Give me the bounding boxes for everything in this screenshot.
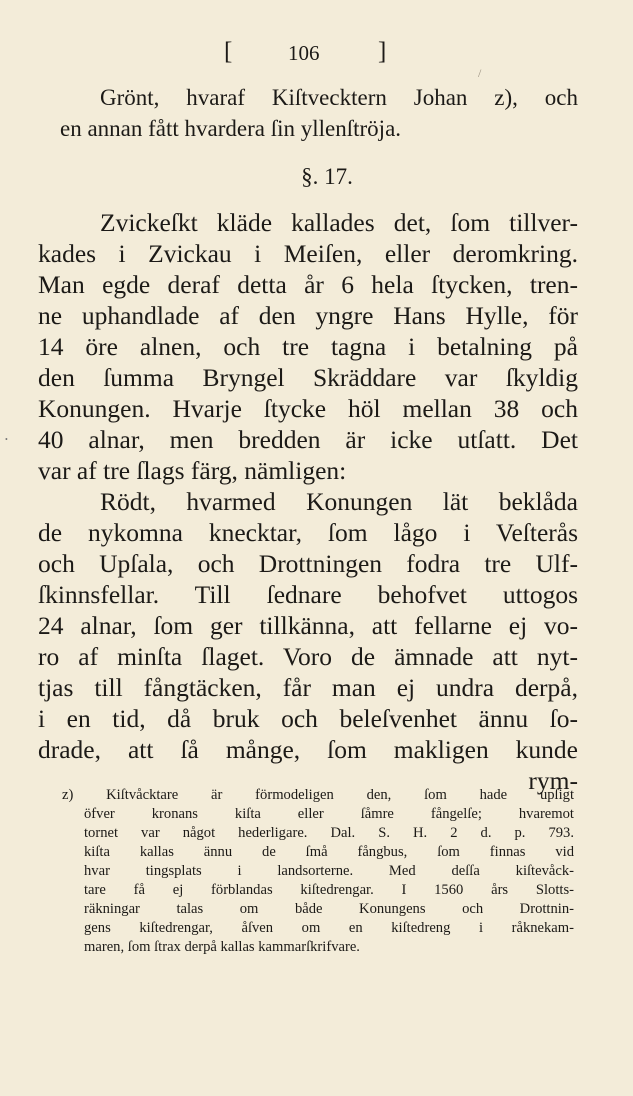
footnote-line: räkningar talas om både Konungens och Drottnin- bbox=[84, 901, 574, 917]
text-line: 14 öre alnen, och tre tagna i betalning på bbox=[38, 332, 578, 361]
page-header bbox=[0, 38, 633, 68]
text-line: kades i Zvickau i Meiſen, eller deromkring. bbox=[38, 239, 578, 268]
footnote-line: kiſta kallas ännu de ſmå fångbus, ſom finnas vid bbox=[84, 844, 574, 860]
intro-paragraph bbox=[38, 82, 578, 144]
footnote-line: tare få ej förblandas kiſtedrengar. I 1560 års Slotts- bbox=[84, 882, 574, 898]
text-line: och Upſala, och Drottningen fodra tre Ulf- bbox=[38, 549, 578, 578]
footnote bbox=[62, 786, 574, 957]
footnote-line: tornet var något hederligare. Dal. S. H. 2 d. p. 793. bbox=[84, 825, 574, 841]
bracket-right: ] bbox=[378, 38, 387, 65]
margin-dot: • bbox=[5, 435, 8, 444]
text-line: tjas till fångtäcken, får man ej undra derpå, bbox=[38, 673, 578, 702]
footnote-line: z) Kiſtvåcktare är förmodeligen den, ſom hade upſigt bbox=[62, 787, 574, 803]
text-line: en annan fått hvardera ſin yllenſtröja. bbox=[60, 116, 402, 141]
footnote-line: gens kiſtedrengar, åſven om en kiſtedreng i råknekam- bbox=[84, 920, 574, 936]
text-line: ſkinnsfellar. Till ſednare behofvet uttogos bbox=[38, 580, 578, 609]
text-line: den ſumma Bryngel Skräddare var ſkyldig bbox=[38, 363, 578, 392]
margin-mark: / bbox=[478, 66, 482, 80]
text-line: 24 alnar, ſom ger tillkänna, att fellarne ej vo- bbox=[38, 611, 578, 640]
footnote-line: hvar tingsplats i landsorterne. Med deſſa kiſtevåck- bbox=[84, 863, 574, 879]
footnote-line: maren, ſom ſtrax derpå kallas kammarſkrifvare. bbox=[84, 939, 360, 955]
text-line: var af tre ſlags färg, nämligen: bbox=[38, 456, 347, 485]
text-line: drade, att ſå månge, ſom makligen kunde bbox=[38, 735, 578, 764]
text-line: ne uphandlade af den yngre Hans Hylle, för bbox=[38, 301, 578, 330]
text-line: de nykomna knecktar, ſom lågo i Veſterås bbox=[38, 518, 578, 547]
bracket-left: [ bbox=[224, 38, 233, 65]
text-line: Grönt, hvaraf Kiſtvecktern Johan z), och bbox=[100, 85, 578, 110]
text-line: 40 alnar, men bredden är icke utſatt. Det bbox=[38, 425, 578, 454]
text-line: Zvickeſkt kläde kallades det, ſom tillver- bbox=[100, 208, 578, 237]
section-heading bbox=[38, 154, 578, 200]
text-line: i en tid, då bruk och beleſvenhet ännu ſo- bbox=[38, 704, 578, 733]
page-number: 106 bbox=[288, 41, 320, 65]
footnote-line: öfver kronans kiſta eller ſåmre fångelſe; hvaremot bbox=[84, 806, 574, 822]
text-line: Konungen. Hvarje ſtycke höl mellan 38 och bbox=[38, 394, 578, 423]
text-line: ro af minſta ſlaget. Voro de ämnade att nyt- bbox=[38, 642, 578, 671]
body-text bbox=[38, 207, 578, 796]
text-line: Rödt, hvarmed Konungen lät beklåda bbox=[100, 487, 578, 516]
text-line: Man egde deraf detta år 6 hela ſtycken, tren- bbox=[38, 270, 578, 299]
catchword: rym- bbox=[528, 766, 578, 795]
section-number: §. 17. bbox=[301, 164, 353, 189]
